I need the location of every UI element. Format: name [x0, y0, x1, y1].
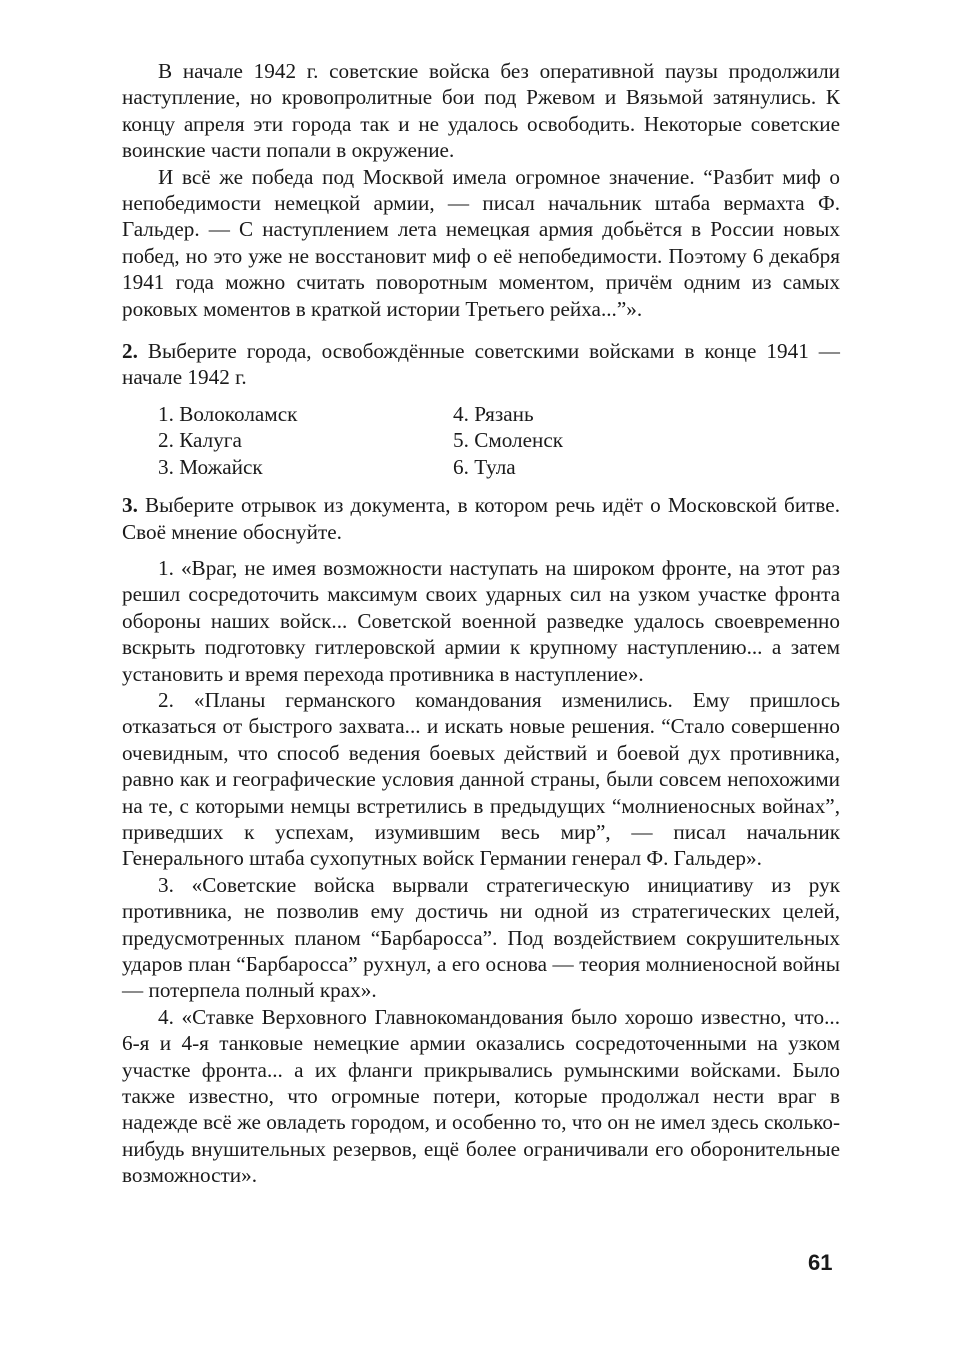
question-2: [122, 338, 840, 391]
option-item: 4. Рязань: [453, 401, 534, 426]
option-item: 1. Волоколамск: [158, 401, 298, 426]
question-3-excerpts: [122, 555, 840, 1189]
option-item: 5. Смоленск: [453, 428, 564, 453]
question-3-number: 3.: [122, 493, 138, 518]
question-3-text: Выберите отрывок из документа, в котором речь идёт о Московской битве. Своё мнение обоснуйте.: [122, 493, 841, 544]
question-2-options: [158, 401, 840, 480]
question-2-text: Выберите города, освобождённые советскими войсками в конце 1941 — начале 1942 г.: [122, 339, 840, 390]
question-2-number: 2.: [122, 339, 138, 364]
option-item: 2. Калуга: [158, 428, 242, 453]
excerpt-item: 4. «Ставке Верховного Главнокомандования было хорошо известно, что... 6-я и 4-я танковые немецкие армии оказались сосредоточенными на узком участке фронта... а их фланги прикрывались румынскими войсками. Было также известно, что огромные потери, которые продолжал нести враг в надежде всё же овладеть городом, и особенно то, что он не имел здесь сколько-нибудь внушительных резервов, ещё более ограничивали его оборонительные возможности».: [122, 1004, 840, 1188]
excerpt-item: 2. «Планы германского командования изменились. Ему пришлось отказаться от быстрого захвата... и искать новые решения. “Стало совершенно очевидным, что способ ведения боевых действий и боевой дух противника, равно как и географические условия данной страны, были совсем непохожими на те, с которыми немцы встретились в предыдущих “молниеносных войнах”, приведших к успехам, изумившим весь мир”, — писал начальник Генерального штаба сухопутных войск Германии генерал Ф. Гальдер».: [122, 687, 840, 871]
excerpt-item: 1. «Враг, не имея возможности наступать на широком фронте, на этот раз решил сосредоточить максимум своих ударных сил на узком участке фронта обороны наших войск... Советской военной разведке удалось своевременно вскрыть подготовку гитлеровской армии к крупному наступлению... а затем установить и время перехода противника в наступление».: [122, 555, 840, 686]
question-3: [122, 492, 840, 545]
option-item: 3. Можайск: [158, 454, 263, 479]
intro-paragraph-1: В начале 1942 г. советские войска без оперативной паузы продолжили наступление, но кровопролитные бои под Ржевом и Вязьмой затянулись. К концу апреля эти города так и не удалось освободить. Некоторые советские воинские части попали в окружение.: [122, 59, 840, 163]
excerpt-item: 3. «Советские войска вырвали стратегическую инициативу из рук противника, не позволив ему достичь ни одной из стратегических целей, предусмотренных планом “Барбаросса”. Под воздействием сокрушительных ударов план “Барбаросса” рухнул, а его основа — теория молниеносной войны — потерпела полный крах».: [122, 872, 840, 1003]
option-item: 6. Тула: [453, 454, 516, 479]
page-number: 61: [808, 1250, 833, 1275]
intro-paragraph-2: И всё же победа под Москвой имела огромное значение. “Разбит миф о непобедимости немецкой армии, — писал начальник штаба вермахта Ф. Гальдер. — С наступлением лета немецкая армия добьётся в России новых побед, но это уже не восстановит миф о её непобедимости. Поэтому 6 декабря 1941 года можно считать поворотным моментом, причём одним из самых роковых моментов в краткой истории Третьего рейха...”».: [122, 164, 840, 321]
